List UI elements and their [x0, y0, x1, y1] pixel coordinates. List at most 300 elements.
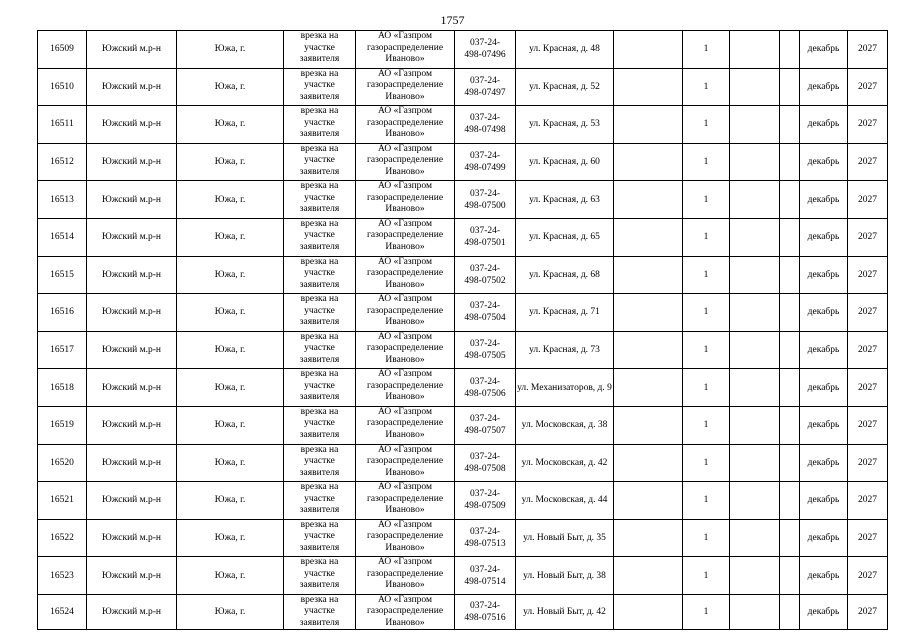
month-cell: декабрь	[800, 369, 848, 407]
district-cell: Южский м.р-н	[87, 519, 177, 557]
application-code-cell-line: 037-24-	[469, 527, 501, 538]
month-cell: декабрь	[800, 68, 848, 106]
organization-cell	[356, 369, 455, 407]
month-cell: декабрь	[800, 519, 848, 557]
organization-cell-line: Иваново»	[385, 317, 425, 328]
application-code-cell-line: 498-07500	[464, 200, 506, 211]
row-number: 16523	[38, 557, 87, 595]
connection-method-cell-line: участке	[304, 531, 335, 542]
organization-cell	[356, 143, 455, 181]
application-code-cell-line: 037-24-	[469, 376, 501, 387]
empty-cell	[780, 31, 800, 69]
empty-cell	[780, 294, 800, 332]
organization-cell-line: АО «Газпром	[377, 331, 432, 342]
city-cell: Южа, г.	[177, 218, 284, 256]
organization-cell-line: Иваново»	[385, 54, 425, 64]
application-code-cell	[455, 218, 516, 256]
year-cell: 2027	[848, 519, 888, 557]
connection-method-cell-line: заявителя	[299, 91, 340, 102]
connection-method-cell	[284, 218, 356, 256]
application-code-cell	[455, 444, 516, 482]
empty-cell	[614, 143, 683, 181]
quantity-cell: 1	[683, 444, 730, 482]
empty-cell	[614, 256, 683, 294]
connection-method-cell-line: участке	[304, 192, 335, 203]
organization-cell-line: АО «Газпром	[377, 68, 432, 79]
district-cell: Южский м.р-н	[87, 444, 177, 482]
organization-cell-line: Иваново»	[385, 91, 425, 102]
connection-method-cell-line: врезка на	[300, 218, 339, 229]
application-code-cell-line: 037-24-	[469, 226, 501, 237]
application-code-cell-line: 037-24-	[469, 263, 501, 274]
empty-cell	[730, 557, 780, 595]
row-number: 16520	[38, 444, 87, 482]
application-code-cell	[455, 594, 516, 630]
application-code-cell-line: 037-24-	[469, 75, 501, 86]
empty-cell	[730, 594, 780, 630]
row-number: 16524	[38, 594, 87, 630]
organization-cell-line: Иваново»	[385, 505, 425, 516]
organization-cell	[356, 406, 455, 444]
empty-cell	[614, 406, 683, 444]
empty-cell	[614, 31, 683, 69]
connection-method-cell-line: участке	[304, 42, 335, 53]
table-row	[38, 331, 888, 369]
month-cell: декабрь	[800, 294, 848, 332]
organization-cell	[356, 106, 455, 144]
connection-method-cell	[284, 31, 356, 69]
year-cell: 2027	[848, 106, 888, 144]
application-code-cell-line: 498-07507	[464, 426, 506, 437]
organization-cell-line: газораспределение	[366, 305, 444, 316]
organization-cell-line: Иваново»	[385, 166, 425, 177]
empty-cell	[730, 331, 780, 369]
district-cell: Южский м.р-н	[87, 594, 177, 630]
connection-method-cell-line: заявителя	[299, 617, 340, 628]
empty-cell	[614, 218, 683, 256]
connection-method-cell-line: врезка на	[300, 181, 339, 192]
organization-cell	[356, 594, 455, 630]
month-cell: декабрь	[800, 594, 848, 630]
year-cell: 2027	[848, 594, 888, 630]
organization-cell-line: газораспределение	[366, 80, 444, 91]
application-code-cell-line: 498-07502	[464, 275, 506, 286]
empty-cell	[614, 106, 683, 144]
organization-cell-line: Иваново»	[385, 542, 425, 553]
organization-cell-line: газораспределение	[366, 493, 444, 504]
connection-method-cell-line: врезка на	[300, 68, 339, 79]
application-code-cell-line: 037-24-	[469, 188, 501, 199]
empty-cell	[780, 331, 800, 369]
organization-cell-line: газораспределение	[366, 380, 444, 391]
connection-method-cell-line: участке	[304, 343, 335, 354]
table-row	[38, 106, 888, 144]
application-code-cell-line: 037-24-	[469, 301, 501, 312]
city-cell: Южа, г.	[177, 106, 284, 144]
connection-method-cell-line: врезка на	[300, 294, 339, 305]
address-cell: ул. Новый Быт, д. 38	[516, 557, 614, 595]
empty-cell	[730, 519, 780, 557]
organization-cell	[356, 31, 455, 69]
month-cell: декабрь	[800, 406, 848, 444]
year-cell: 2027	[848, 143, 888, 181]
organization-cell	[356, 557, 455, 595]
month-cell: декабрь	[800, 181, 848, 219]
address-cell: ул. Красная, д. 65	[516, 218, 614, 256]
connection-method-cell	[284, 406, 356, 444]
empty-cell	[614, 444, 683, 482]
city-cell: Южа, г.	[177, 143, 284, 181]
connection-method-cell	[284, 557, 356, 595]
address-cell: ул. Новый Быт, д. 42	[516, 594, 614, 630]
empty-cell	[780, 218, 800, 256]
quantity-cell: 1	[683, 218, 730, 256]
empty-cell	[780, 181, 800, 219]
quantity-cell: 1	[683, 406, 730, 444]
application-code-cell-line: 037-24-	[469, 339, 501, 350]
year-cell: 2027	[848, 331, 888, 369]
empty-cell	[614, 369, 683, 407]
connection-method-cell-line: заявителя	[299, 354, 340, 365]
organization-cell	[356, 68, 455, 106]
organization-cell-line: газораспределение	[366, 230, 444, 241]
table-row	[38, 594, 888, 630]
district-cell: Южский м.р-н	[87, 31, 177, 69]
empty-cell	[730, 218, 780, 256]
application-code-cell-line: 498-07499	[464, 163, 506, 174]
connection-method-cell-line: врезка на	[300, 256, 339, 267]
year-cell: 2027	[848, 406, 888, 444]
page-number: 1757	[440, 13, 465, 27]
organization-cell-line: АО «Газпром	[377, 181, 432, 192]
connection-method-cell-line: участке	[304, 268, 335, 279]
empty-cell	[780, 256, 800, 294]
city-cell: Южа, г.	[177, 557, 284, 595]
connection-method-cell	[284, 369, 356, 407]
application-code-cell	[455, 519, 516, 557]
district-cell: Южский м.р-н	[87, 143, 177, 181]
connection-method-cell-line: заявителя	[299, 467, 340, 478]
city-cell: Южа, г.	[177, 256, 284, 294]
month-cell: декабрь	[800, 106, 848, 144]
address-cell: ул. Красная, д. 52	[516, 68, 614, 106]
month-cell: декабрь	[800, 143, 848, 181]
application-code-cell-line: 037-24-	[469, 601, 501, 612]
connection-method-cell-line: заявителя	[299, 505, 340, 516]
organization-cell-line: Иваново»	[385, 467, 425, 478]
organization-cell-line: АО «Газпром	[377, 31, 432, 41]
connection-method-cell	[284, 256, 356, 294]
district-cell: Южский м.р-н	[87, 557, 177, 595]
organization-cell-line: газораспределение	[366, 456, 444, 467]
empty-cell	[780, 482, 800, 520]
year-cell: 2027	[848, 68, 888, 106]
district-cell: Южский м.р-н	[87, 218, 177, 256]
table-row	[38, 519, 888, 557]
organization-cell-line: АО «Газпром	[377, 294, 432, 305]
organization-cell	[356, 181, 455, 219]
quantity-cell: 1	[683, 181, 730, 219]
quantity-cell: 1	[683, 369, 730, 407]
connection-method-cell-line: заявителя	[299, 580, 340, 591]
connection-method-cell	[284, 594, 356, 630]
row-number: 16522	[38, 519, 87, 557]
empty-cell	[614, 594, 683, 630]
year-cell: 2027	[848, 294, 888, 332]
month-cell: декабрь	[800, 331, 848, 369]
organization-cell-line: газораспределение	[366, 155, 444, 166]
district-cell: Южский м.р-н	[87, 369, 177, 407]
table-row	[38, 557, 888, 595]
connection-method-cell-line: заявителя	[299, 241, 340, 252]
address-cell: ул. Красная, д. 68	[516, 256, 614, 294]
organization-cell-line: Иваново»	[385, 617, 425, 628]
row-number: 16519	[38, 406, 87, 444]
table-row	[38, 294, 888, 332]
month-cell: декабрь	[800, 31, 848, 69]
year-cell: 2027	[848, 557, 888, 595]
organization-cell	[356, 218, 455, 256]
application-code-cell	[455, 106, 516, 144]
empty-cell	[730, 256, 780, 294]
empty-cell	[780, 143, 800, 181]
empty-cell	[730, 406, 780, 444]
organization-cell-line: газораспределение	[366, 42, 444, 53]
application-code-cell-line: 037-24-	[469, 113, 501, 124]
connection-method-cell-line: заявителя	[299, 279, 340, 290]
year-cell: 2027	[848, 218, 888, 256]
empty-cell	[780, 406, 800, 444]
empty-cell	[614, 519, 683, 557]
district-cell: Южский м.р-н	[87, 256, 177, 294]
organization-cell-line: газораспределение	[366, 531, 444, 542]
empty-cell	[780, 369, 800, 407]
empty-cell	[730, 482, 780, 520]
connection-method-cell-line: заявителя	[299, 54, 340, 64]
quantity-cell: 1	[683, 143, 730, 181]
organization-cell-line: АО «Газпром	[377, 256, 432, 267]
year-cell: 2027	[848, 369, 888, 407]
empty-cell	[730, 68, 780, 106]
organization-cell-line: АО «Газпром	[377, 444, 432, 455]
organization-cell-line: Иваново»	[385, 241, 425, 252]
table-row	[38, 68, 888, 106]
connection-method-cell	[284, 519, 356, 557]
organization-cell-line: Иваново»	[385, 392, 425, 403]
organization-cell-line: АО «Газпром	[377, 406, 432, 417]
connection-method-cell-line: участке	[304, 230, 335, 241]
month-cell: декабрь	[800, 482, 848, 520]
empty-cell	[780, 68, 800, 106]
table-row	[38, 444, 888, 482]
empty-cell	[730, 31, 780, 69]
gas-connection-table	[37, 30, 888, 630]
city-cell: Южа, г.	[177, 482, 284, 520]
connection-method-cell-line: врезка на	[300, 106, 339, 117]
table-row	[38, 181, 888, 219]
application-code-cell	[455, 406, 516, 444]
empty-cell	[780, 557, 800, 595]
application-code-cell-line: 498-07514	[464, 576, 506, 587]
row-number: 16515	[38, 256, 87, 294]
empty-cell	[614, 331, 683, 369]
application-code-cell-line: 498-07504	[464, 313, 506, 324]
address-cell: ул. Московская, д. 42	[516, 444, 614, 482]
organization-cell-line: АО «Газпром	[377, 106, 432, 117]
application-code-cell	[455, 482, 516, 520]
district-cell: Южский м.р-н	[87, 406, 177, 444]
organization-cell-line: Иваново»	[385, 429, 425, 440]
application-code-cell	[455, 557, 516, 595]
table-row	[38, 31, 888, 69]
city-cell: Южа, г.	[177, 519, 284, 557]
address-cell: ул. Новый Быт, д. 35	[516, 519, 614, 557]
address-cell: ул. Красная, д. 63	[516, 181, 614, 219]
table-row	[38, 218, 888, 256]
quantity-cell: 1	[683, 482, 730, 520]
empty-cell	[780, 106, 800, 144]
year-cell: 2027	[848, 256, 888, 294]
district-cell: Южский м.р-н	[87, 106, 177, 144]
row-number: 16521	[38, 482, 87, 520]
address-cell: ул. Красная, д. 53	[516, 106, 614, 144]
table-row	[38, 482, 888, 520]
organization-cell-line: Иваново»	[385, 129, 425, 140]
organization-cell-line: газораспределение	[366, 343, 444, 354]
application-code-cell-line: 498-07497	[464, 87, 506, 98]
connection-method-cell-line: врезка на	[300, 406, 339, 417]
connection-method-cell-line: участке	[304, 493, 335, 504]
row-number: 16509	[38, 31, 87, 69]
empty-cell	[730, 294, 780, 332]
organization-cell-line: Иваново»	[385, 204, 425, 215]
row-number: 16517	[38, 331, 87, 369]
organization-cell-line: АО «Газпром	[377, 369, 432, 380]
connection-method-cell-line: участке	[304, 117, 335, 128]
organization-cell	[356, 482, 455, 520]
connection-method-cell-line: участке	[304, 380, 335, 391]
connection-method-cell-line: участке	[304, 606, 335, 617]
empty-cell	[730, 143, 780, 181]
application-code-cell-line: 037-24-	[469, 489, 501, 500]
row-number: 16514	[38, 218, 87, 256]
city-cell: Южа, г.	[177, 181, 284, 219]
application-code-cell	[455, 143, 516, 181]
organization-cell-line: АО «Газпром	[377, 519, 432, 530]
application-code-cell-line: 498-07498	[464, 125, 506, 136]
quantity-cell: 1	[683, 331, 730, 369]
city-cell: Южа, г.	[177, 369, 284, 407]
city-cell: Южа, г.	[177, 406, 284, 444]
organization-cell	[356, 331, 455, 369]
application-code-cell-line: 037-24-	[469, 414, 501, 425]
district-cell: Южский м.р-н	[87, 68, 177, 106]
application-code-cell-line: 037-24-	[469, 151, 501, 162]
organization-cell-line: АО «Газпром	[377, 482, 432, 493]
month-cell: декабрь	[800, 256, 848, 294]
connection-method-cell-line: участке	[304, 456, 335, 467]
address-cell: ул. Красная, д. 48	[516, 31, 614, 69]
application-code-cell-line: 498-07505	[464, 351, 506, 362]
empty-cell	[780, 594, 800, 630]
organization-cell	[356, 294, 455, 332]
row-number: 16512	[38, 143, 87, 181]
connection-method-cell-line: врезка на	[300, 31, 339, 41]
connection-method-cell-line: врезка на	[300, 331, 339, 342]
row-number: 16518	[38, 369, 87, 407]
quantity-cell: 1	[683, 31, 730, 69]
quantity-cell: 1	[683, 256, 730, 294]
connection-method-cell	[284, 68, 356, 106]
application-code-cell	[455, 256, 516, 294]
organization-cell-line: газораспределение	[366, 606, 444, 617]
organization-cell-line: газораспределение	[366, 117, 444, 128]
connection-method-cell-line: участке	[304, 305, 335, 316]
table-row	[38, 143, 888, 181]
application-code-cell-line: 498-07508	[464, 463, 506, 474]
quantity-cell: 1	[683, 106, 730, 144]
empty-cell	[730, 106, 780, 144]
quantity-cell: 1	[683, 68, 730, 106]
row-number: 16511	[38, 106, 87, 144]
application-code-cell	[455, 331, 516, 369]
connection-method-cell-line: врезка на	[300, 369, 339, 380]
table-body	[38, 31, 888, 630]
month-cell: декабрь	[800, 218, 848, 256]
application-code-cell	[455, 369, 516, 407]
empty-cell	[614, 557, 683, 595]
organization-cell-line: АО «Газпром	[377, 557, 432, 568]
empty-cell	[614, 482, 683, 520]
application-code-cell	[455, 31, 516, 69]
table-row	[38, 256, 888, 294]
empty-cell	[730, 444, 780, 482]
address-cell: ул. Механизаторов, д. 9	[516, 369, 614, 407]
empty-cell	[614, 181, 683, 219]
quantity-cell: 1	[683, 557, 730, 595]
connection-method-cell-line: участке	[304, 80, 335, 91]
application-code-cell-line: 498-07513	[464, 539, 506, 550]
table-row	[38, 369, 888, 407]
connection-method-cell-line: врезка на	[300, 444, 339, 455]
connection-method-cell-line: заявителя	[299, 204, 340, 215]
organization-cell-line: газораспределение	[366, 418, 444, 429]
address-cell: ул. Красная, д. 60	[516, 143, 614, 181]
year-cell: 2027	[848, 31, 888, 69]
address-cell: ул. Московская, д. 44	[516, 482, 614, 520]
month-cell: декабрь	[800, 557, 848, 595]
connection-method-cell-line: участке	[304, 418, 335, 429]
year-cell: 2027	[848, 181, 888, 219]
application-code-cell-line: 498-07516	[464, 613, 506, 624]
address-cell: ул. Московская, д. 38	[516, 406, 614, 444]
connection-method-cell	[284, 444, 356, 482]
address-cell: ул. Красная, д. 71	[516, 294, 614, 332]
connection-method-cell	[284, 331, 356, 369]
connection-method-cell	[284, 181, 356, 219]
empty-cell	[614, 294, 683, 332]
empty-cell	[730, 181, 780, 219]
organization-cell-line: АО «Газпром	[377, 218, 432, 229]
month-cell: декабрь	[800, 444, 848, 482]
empty-cell	[780, 519, 800, 557]
district-cell: Южский м.р-н	[87, 482, 177, 520]
row-number: 16510	[38, 68, 87, 106]
organization-cell-line: АО «Газпром	[377, 143, 432, 154]
organization-cell-line: Иваново»	[385, 279, 425, 290]
district-cell: Южский м.р-н	[87, 181, 177, 219]
application-code-cell-line: 037-24-	[469, 564, 501, 575]
